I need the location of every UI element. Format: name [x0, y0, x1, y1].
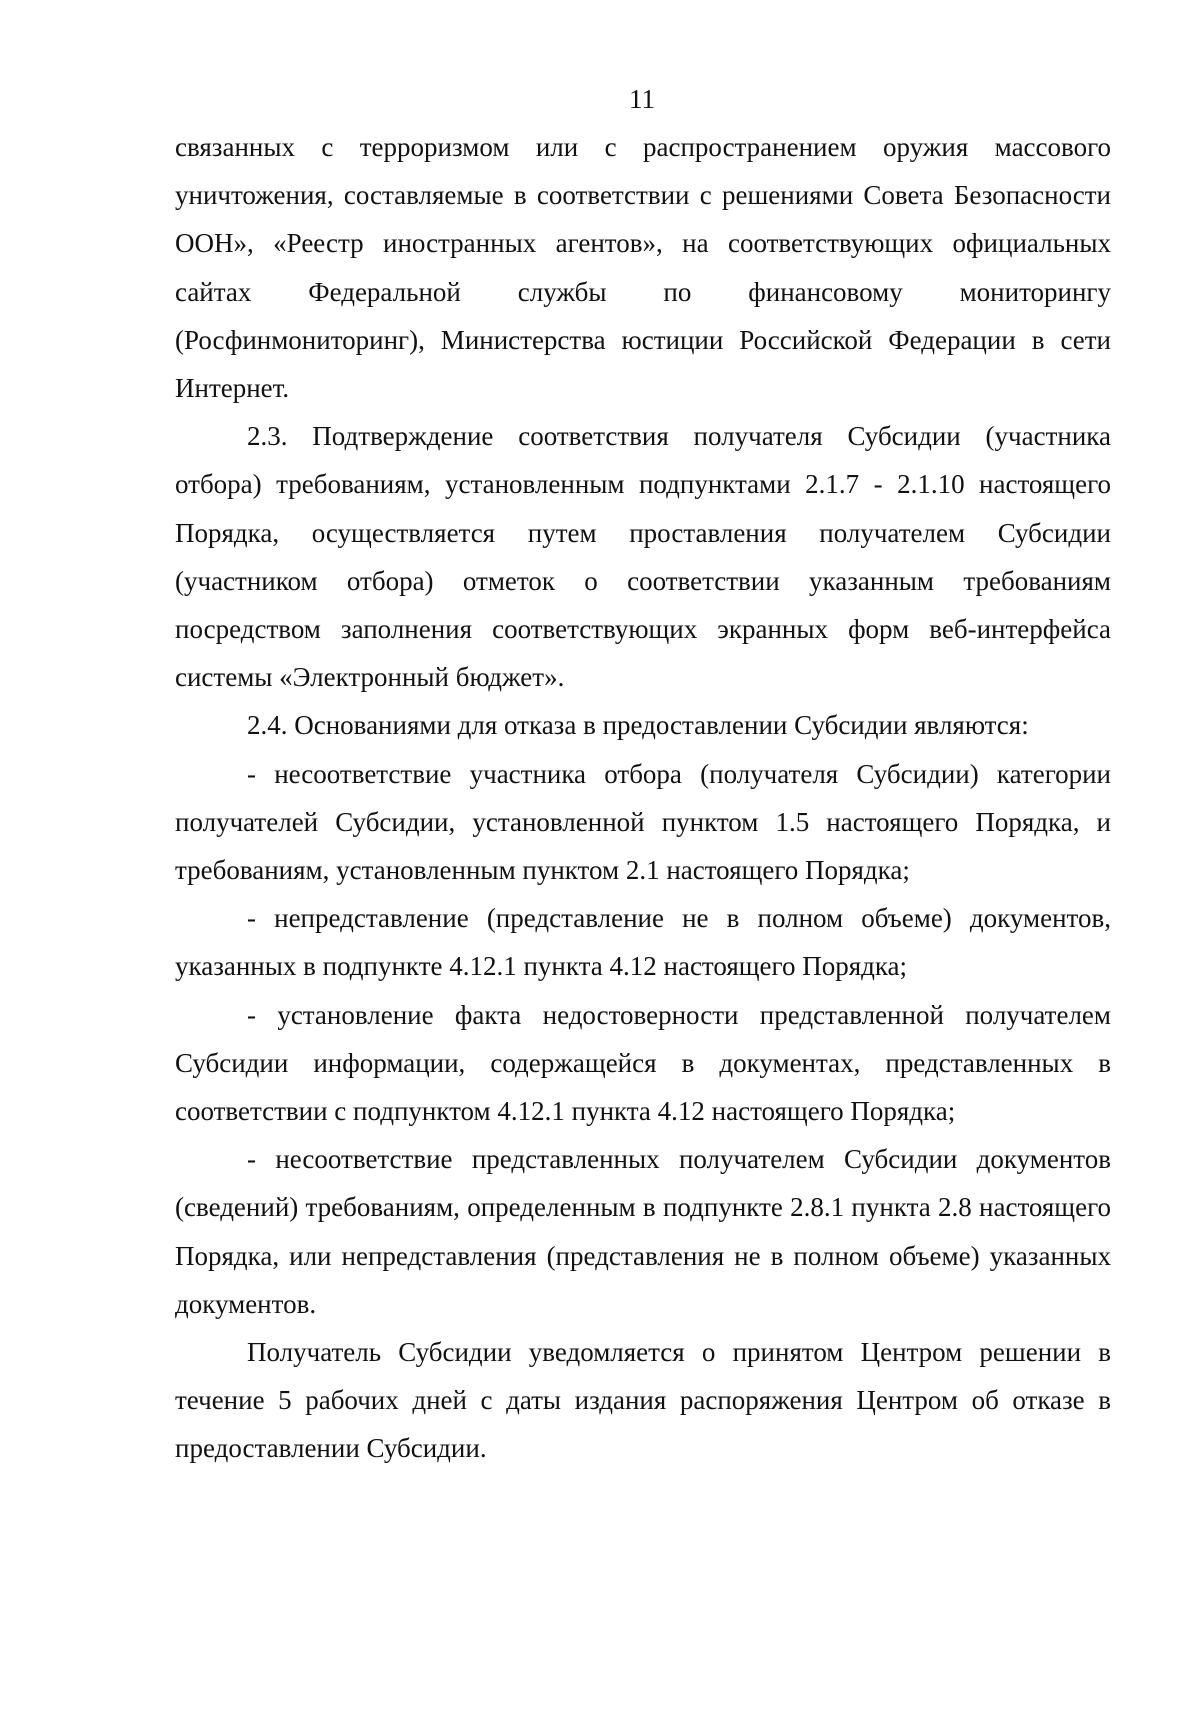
- paragraph-2-3: 2.3. Подтверждение соответствия получателя Субсидии (участника отбора) требованиям, установленным подпунктами 2.1.7 - 2.1.10 настоящего Порядка, осуществляется путем проставления получателем Субсидии (участником отбора) отметок о соответствии указанным требованиям посредством заполнения соответствующих экранных форм веб-интерфейса системы «Электронный бюджет».: [175, 421, 1111, 693]
- page-number: 11: [629, 84, 655, 114]
- paragraph-continuation: связанных с терроризмом или с распространением оружия массового уничтожения, составляемые в соответствии с решениями Совета Безопасности ООН», «Реестр иностранных агентов», на соответствующих официальных сайтах Федеральной службы по финансовому мониторингу (Росфинмониторинг), Министерства юстиции Российской Федерации в сети Интернет.: [175, 132, 1111, 404]
- paragraph-notice: Получатель Субсидии уведомляется о принятом Центром решении в течение 5 рабочих дней с даты издания распоряжения Центром об отказе в предоставлении Субсидии.: [175, 1337, 1111, 1464]
- paragraph-2-4-item-4: - несоответствие представленных получателем Субсидии документов (сведений) требованиям, определенным в подпункте 2.8.1 пункта 2.8 настоящего Порядка, или непредставления (представления не в полном объеме) указанных документов.: [175, 1144, 1111, 1319]
- paragraph-2-4-item-3: - установление факта недостоверности представленной получателем Субсидии информации, содержащейся в документах, представленных в соответствии с подпунктом 4.12.1 пункта 4.12 настоящего Порядка;: [175, 999, 1111, 1127]
- paragraph-2-4-item-2: - непредставление (представление не в полном объеме) документов, указанных в подпункте 4.12.1 пункта 4.12 настоящего Порядка;: [175, 903, 1111, 982]
- paragraph-2-4-item-1: - несоответствие участника отбора (получателя Субсидии) категории получателей Субсидии, установленной пунктом 1.5 настоящего Порядка, и требованиям, установленным пунктом 2.1 настоящего Порядка;: [175, 758, 1111, 886]
- paragraph-2-4: 2.4. Основаниями для отказа в предоставлении Субсидии являются:: [247, 710, 1029, 741]
- document-body: [175, 123, 1111, 1473]
